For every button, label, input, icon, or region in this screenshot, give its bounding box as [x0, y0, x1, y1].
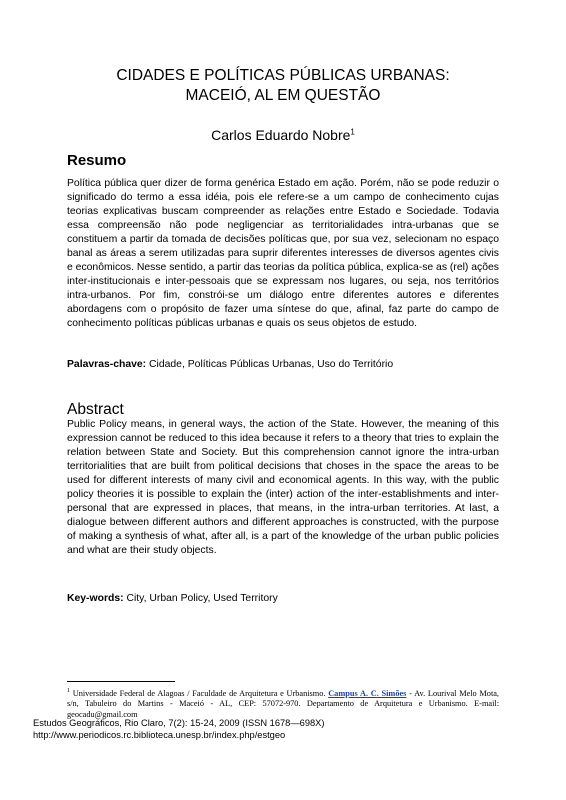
abstract-heading: Abstract	[67, 401, 124, 418]
key-words	[67, 592, 499, 606]
footnote	[67, 686, 499, 720]
footnote-text-before: Universidade Federal de Alagoas / Faculdade de Arquitetura e Urbanismo.	[70, 688, 329, 698]
campus-link[interactable]: Campus A. C. Simões	[328, 688, 407, 698]
palavras-chave	[67, 358, 499, 372]
author-line	[67, 127, 499, 143]
title-line-1: CIDADES E POLÍTICAS PÚBLICAS URBANAS:	[116, 67, 450, 84]
palavras-chave-label: Palavras-chave:	[67, 359, 147, 370]
resumo-text: Política pública quer dizer de forma genérica Estado em ação. Porém, não se pode reduzir o significado do termo a essa idéia, pois ele refere-se a um campo de conhecimento cujas teorias explicativas buscam compreender as relações entre Estado e Sociedade. Todavia essa compreensão não pode negligenciar as territorialidades intra-urbanas que se constituem a partir da tomada de decisões políticas que, por sua vez, selecionam no espaço banal as áreas a serem utilizadas para suprir diferentes interesses de diversos agentes civis e econômicos. Nesse sentido, a partir das teorias da política pública, explica-se as (rel) ações inter-institucionais e inter-pessoais que se expressam nos lugares, ou seja, nos territórios intra-urbanos. Por fim, constrói-se um diálogo entre diferentes autores e diferentes abordagens com o propósito de fazer uma síntese do que, afinal, faz parte do campo de conhecimento políticas públicas urbanas e quais os seus objetos de estudo.	[67, 178, 500, 329]
abstract-text: Public Policy means, in general ways, the action of the State. However, the meaning of this expression cannot be reduced to this idea because it refers to a theory that tries to explain the relation between State and Society. But this comprehension cannot ignore the intra-urban territorialities that are built from political decisions that choses in the space the areas to be used for different interests of many civil and economical agents. In this way, with the public policy theories it is possible to explain the (inter) action of the inter-establishments and inter-personal that are expressed in places, that means, in the intra-urban territories. At last, a dialogue between different authors and different approaches is constructed, with the purpose of making a synthesis of what, after all, is a part of the knowledge of the urban public policies and what are their study objects.	[67, 419, 499, 556]
key-words-values: City, Urban Policy, Used Territory	[123, 593, 278, 604]
footnote-text-after: - Av. Lourival Melo Mota, s/n, Tabuleiro do Martins - Maceió - AL, CEP: 57072-970. Departamento de Arquitetura e Urbanismo. E-mail: geocadu@gmail.com	[67, 688, 500, 719]
resumo-heading: Resumo	[67, 152, 127, 169]
author-footnote-mark: 1	[350, 127, 355, 137]
title-line-2: MACEIÓ, AL EM QUESTÃO	[185, 87, 381, 104]
journal-citation	[33, 718, 324, 741]
citation-url[interactable]: http://www.periodicos.rc.biblioteca.unesp.br/index.php/estgeo	[33, 729, 286, 740]
paper-title	[67, 66, 499, 106]
footnote-mark: 1	[67, 688, 70, 694]
footnote-divider	[67, 681, 175, 682]
author-name: Carlos Eduardo Nobre	[211, 127, 351, 143]
palavras-chave-values: Cidade, Políticas Públicas Urbanas, Uso do Território	[146, 359, 394, 370]
key-words-label: Key-words:	[67, 593, 124, 604]
citation-line-1: Estudos Geográficos, Rio Claro, 7(2): 15-24, 2009 (ISSN 1678—698X)	[33, 718, 325, 728]
